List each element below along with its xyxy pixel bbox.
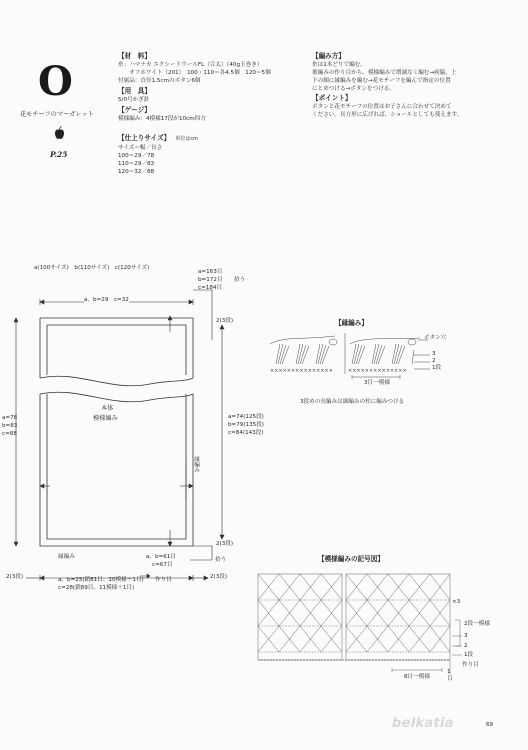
- top-rows-note: 拾う: [234, 277, 246, 283]
- left-length-value: b=83: [2, 423, 18, 429]
- edge-bottom-label: 2(3段): [216, 541, 234, 547]
- method-heading: 【編み方】: [312, 52, 345, 60]
- pattern-row-mark: 1: [447, 669, 451, 675]
- border-repeat-label: 3目一模様: [364, 380, 390, 386]
- svg-text:×××××××××××××××: ×××××××××××××××: [270, 368, 333, 374]
- pattern-letter: O: [38, 58, 73, 105]
- method-line: にとめつける→ボタンをつける。: [312, 86, 395, 92]
- finished-size-heading: 【仕上りサイズ】: [118, 134, 171, 142]
- bottom-pick-note: 拾う: [215, 557, 227, 563]
- left-length-value: a=78: [2, 415, 18, 421]
- pattern-row-label: 2: [464, 643, 468, 649]
- pattern-cast-on: 作り目: [462, 662, 479, 668]
- pattern-stitch-repeat: 8目一模様: [404, 674, 430, 680]
- materials-line: 付属品：直径1.5cmのボタン6個: [118, 78, 201, 84]
- pattern-row-label: 3: [464, 633, 468, 639]
- point-line: ください。長方形に広げれば、ショールとしても使えます。: [312, 112, 463, 118]
- bottom-border-label: 縁編み: [58, 554, 75, 560]
- left-length-value: c=88: [2, 431, 17, 437]
- bottom-pick-value: a、b=61目: [146, 554, 176, 560]
- side-border-label: 縁編み: [193, 456, 199, 473]
- size-line: サイズ＝幅／長さ: [118, 145, 163, 151]
- size-legend: a(100サイズ) b(110サイズ) c(120サイズ): [34, 265, 150, 271]
- cast-on-note: 作り目: [155, 577, 172, 583]
- gauge-heading: 【ゲージ】: [118, 106, 151, 114]
- border-row-label: 3: [432, 351, 436, 357]
- page-reference: P.25: [50, 150, 68, 159]
- svg-text:××××××××××××××: ××××××××××××××: [348, 368, 407, 374]
- cast-on-value: a、b=25(鎖81目、10模様＋1目): [58, 577, 144, 583]
- tools-heading: 【用 具】: [118, 87, 151, 95]
- page-number: 69: [486, 722, 494, 728]
- edge-top-label: 2(3段): [216, 318, 234, 324]
- pattern-row-mark: 目: [447, 676, 453, 682]
- top-rows-value: c=184目: [198, 285, 223, 291]
- body-label: 本体: [101, 405, 114, 412]
- border-chart-title: 【縁編み】: [335, 319, 368, 327]
- point-heading: 【ポイント】: [312, 94, 352, 102]
- pattern-x3-label: ×3: [452, 599, 461, 605]
- border-chart-note: 3段めの長編みは細編みの柱に編みつける: [300, 399, 405, 405]
- width-label: a、b=29 c=32: [84, 297, 129, 303]
- method-line: 下の順に縁編みを編む→花モチーフを編んで指定の位置: [312, 78, 451, 84]
- pattern-row-label: 1段: [464, 652, 474, 658]
- right-rows-value: b=79(135段): [228, 422, 264, 428]
- gauge-line: 模様編み：4模様17段が10cm四方: [118, 116, 206, 122]
- pattern-title: 花モチーフのマーガレット: [20, 111, 94, 118]
- size-line: 110＝29／83: [118, 161, 155, 167]
- materials-line: 糸：ハマナカ エクシードウールFL（合太）（40g玉巻き）: [118, 62, 263, 68]
- materials-heading: 【材 料】: [118, 52, 151, 60]
- method-line: 糸は1本どりで編む。: [312, 62, 366, 68]
- top-rows-value: b=172目: [198, 277, 223, 283]
- border-row-label: 1段: [432, 365, 442, 371]
- edge-left-label: 2(3段): [6, 574, 24, 580]
- size-line: 100＝29／78: [118, 153, 155, 159]
- tools-line: 5/0号かぎ針: [118, 97, 150, 103]
- top-rows-value: a=163目: [198, 269, 223, 275]
- button-hole-label: ボタン穴: [424, 335, 447, 341]
- materials-line: オフホワイト（201） 100・110＝各4.5個 120＝5個: [118, 70, 271, 76]
- border-row-label: 2: [432, 358, 436, 364]
- size-line: 120＝32／88: [118, 169, 155, 175]
- edge-right-label: 2(3段): [210, 574, 228, 580]
- cast-on-value: c=28(鎖89目、11模様＋1目): [58, 585, 135, 591]
- bottom-pick-value: c=67目: [152, 562, 173, 568]
- finished-size-unit: 単位はcm: [175, 136, 198, 142]
- pattern-chart-title: 【模様編みの記号図】: [318, 555, 384, 563]
- pattern-repeat-rows: 2段一模様: [464, 621, 490, 627]
- method-line: 後編みの作り目から、模様編みで増減なく編む→両脇、上: [312, 70, 457, 76]
- watermark: belkatia: [392, 716, 454, 731]
- body-pattern-label: 模様編み: [93, 415, 118, 422]
- point-line: ボタンと花モチーフの位置はお子さんに合わせて決めて: [312, 104, 452, 110]
- right-rows-value: a=74(125段): [228, 414, 264, 420]
- right-rows-value: c=84(143段): [228, 430, 264, 436]
